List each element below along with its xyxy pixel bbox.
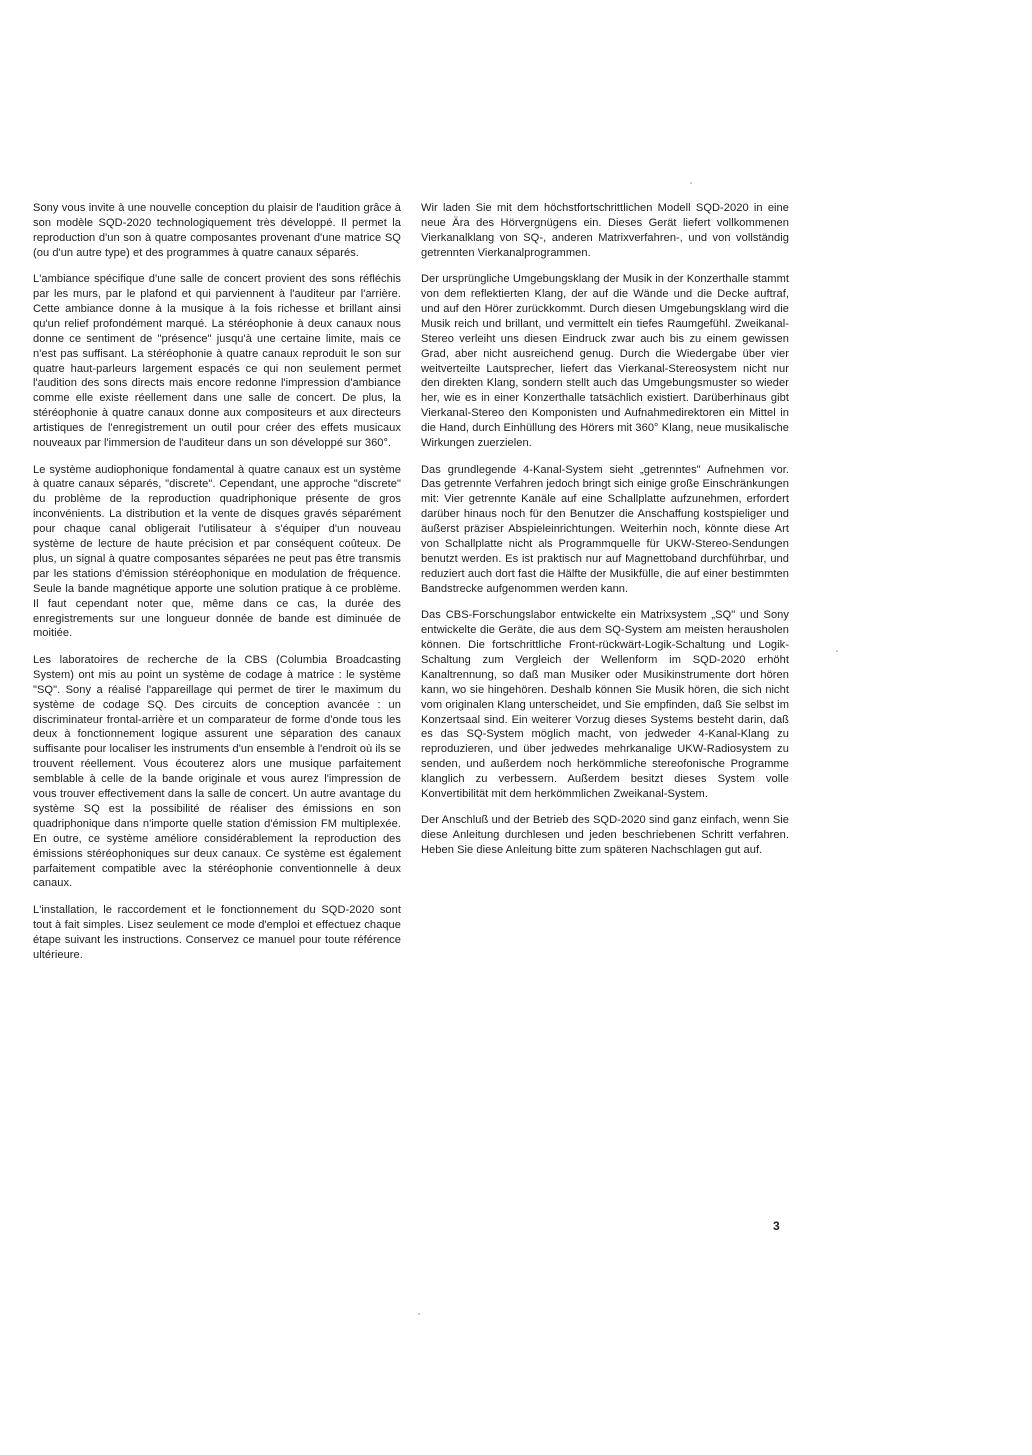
german-column bbox=[421, 201, 789, 870]
scan-speck bbox=[690, 182, 692, 184]
page-number: 3 bbox=[773, 1219, 780, 1233]
french-paragraph-intro: Sony vous invite à une nouvelle conception du plaisir de l'audition grâce à son modèle SQD-2020 technologiquement très développé. Il permet la reproduction d'un son à quatre composantes provenant d'une matrice SQ (ou d'un autre type) et des programmes à quatre canaux séparés. bbox=[33, 202, 401, 259]
german-paragraph-sq-system: Das CBS-Forschungslabor entwickelte ein Matrixsystem „SQ" und Sony entwickelte die Geräte, die aus dem SQ-System am meisten herausholen können. Die fortschrittliche Front-rückwärt-Logik-Schaltung und Logik-Schaltung zum Vergleich der Wellenform im SQD-2020 erhöht Kanaltrennung, so daß man Musiker oder Musikinstrumente dort hören kann, wo sie hingehören. Deshalb können Sie Musik hören, die sich nicht vom originalen Klang unterscheidet, und Sie empfinden, daß Sie selbst im Konzertsaal sind. Ein weiterer Vorzug dieses Systems besteht darin, daß es das SQ-System möglich macht, von jedweder 4-Kanal-Klang zu reproduzieren, und über jedwedes mehrkanalige UKW-Radiosystem zu senden, und außerdem noch herkömmliche stereofonische Programme klanglich zu verbessern. Außerdem besitzt dieses System volle Konvertibilität mit dem herkömmlichen Zweikanal-System. bbox=[421, 609, 789, 801]
scan-speck bbox=[836, 650, 838, 652]
french-paragraph-sq-system: Les laboratoires de recherche de la CBS (Columbia Broadcasting System) ont mis au point un système de codage à matrice : le système "SQ". Sony a réalisé l'appareillage qui permet de tirer le maximum du système de codage SQ. Des circuits de conception avancée : un discriminateur frontal-arrière et un comparateur de forme d'onde tous les deux à fonctionnement logique assurent une séparation des canaux suffisante pour localiser les instruments d'un ensemble à l'endroit où ils se trouvent réellement. Vous écouterez alors une musique parfaitement semblable à celle de la bande originale et vous aurez l'impression de vous trouver effectivement dans la salle de concert. Un autre avantage du système SQ est la possibilité de réaliser des émissions en son quadriphonique dans n'importe quelle station d'émission FM multiplexée. En outre, ce système améliore considérablement la reproduction des émissions stéréophoniques sur deux canaux. Ce système est également parfaitement compatible avec la stéréophonie conventionnelle à deux canaux. bbox=[33, 653, 401, 890]
german-paragraph-intro: Wir laden Sie mit dem höchstfortschrittlichen Modell SQD-2020 in eine neue Ära des Hörvergnügens ein. Dieses Gerät liefert vollkommenen Vierkanalklang von SQ-, anderen Matrixverfahren-, und von vollständig getrennten Vierkanalprogrammen. bbox=[421, 202, 789, 259]
german-paragraph-installation: Der Anschluß und der Betrieb des SQD-2020 sind ganz einfach, wenn Sie diese Anleitung durchlesen und jeden beschriebenen Schritt verfahren. Heben Sie diese Anleitung bitte zum späteren Nachschlagen gut auf. bbox=[421, 814, 789, 857]
scan-speck bbox=[418, 1313, 420, 1315]
french-paragraph-installation: L'installation, le raccordement et le fonctionnement du SQD-2020 sont tout à fait simples. Lisez seulement ce mode d'emploi et effectuez chaque étape suivant les instructions. Conservez ce manuel pour toute référence ultérieure. bbox=[33, 903, 401, 961]
french-column bbox=[33, 201, 401, 974]
french-paragraph-discrete: Le système audiophonique fondamental à quatre canaux est un système à quatre canaux séparés, "discrete". Cependant, une approche "discrete" du problème de la reproduction quadriphonique présente de gros inconvénients. La distribution et la vente de disques gravés séparément pour chaque canal obligerait l'utilisateur à s'équiper d'un nouveau système de lecture de haute précision et par conséquent coûteux. De plus, un signal à quatre composantes séparées ne peut pas être transmis par les stations d'émission stéréophonique en modulation de fréquence. Seule la bande magnétique apporte une solution pratique à ce problème. Il faut cependant noter que, même dans ce cas, la durée des enregistrements sur une longueur donnée de bande est diminuée de moitiée. bbox=[33, 463, 401, 640]
german-paragraph-discrete: Das grundlegende 4-Kanal-System sieht „getrenntes" Aufnehmen vor. Das getrennte Verfahren jedoch bringt sich einige große Einschränkungen mit: Vier getrennte Kanäle auf eine Schallplatte aufzunehmen, erfordert darüber hinaus noch für den Benutzer die Anschaffung kostspieliger und äußerst präziser Abspieleinrichtungen. Weiterhin noch, könnte diese Art von Schallplatte nicht als Programmquelle für UKW-Stereo-Sendungen benutzt werden. Es ist praktisch nur auf Magnettoband durchführbar, und reduziert auch dort fast die Hälfte der Musikfülle, die auf einer bestimmten Bandstrecke aufgenommen werden kann. bbox=[421, 463, 789, 595]
french-paragraph-ambiance: L'ambiance spécifique d'une salle de concert provient des sons réfléchis par les murs, par le plafond et qui parviennent à l'auditeur par l'arrière. Cette ambiance donne à la musique à la fois richesse et brillant ainsi qu'un relief profondément marqué. La stéréophonie à deux canaux nous donne ce sentiment de "présence" jusqu'à une certaine limite, mais ce n'est pas suffisant. La stéréophonie à quatre canaux reproduit le son sur quatre haut-parleurs largement espacés ce qui non seulement permet l'audition des sons directs mais encore redonne l'impression d'ambiance comme elle existe réellement dans une salle de concert. De plus, la stéréophonie à quatre canaux donne aux compositeurs et aux directeurs artistiques de l'enregistrement un outil pour créer des effets musicaux nouveaux par l'immersion de l'auditeur dans un son développé sur 360°. bbox=[33, 273, 401, 450]
german-paragraph-ambiance: Der ursprüngliche Umgebungsklang der Musik in der Konzerthalle stammt von dem reflektierten Klang, der auf die Wände und die Decke auftraf, und auf den Hörer zurückkommt. Durch diesen Umgebungsklang wird die Musik reich und brillant, und vermittelt ein tiefes Raumgefühl. Zweikanal-Stereo verleiht uns diesen Eindruck zwar auch bis zu einem gewissen Grad, aber nicht ausreichend genug. Durch die Wiedergabe über vier weitverteilte Lautsprecher, liefert das Vierkanal-Stereosystem nicht nur den direkten Klang, sondern stellt auch das Umgebungsmuster so wieder her, wie es in einer Konzerthalle tatsächlich existiert. Darüberhinaus gibt Vierkanal-Stereo den Komponisten und Aufnahmedirektoren ein Mittel in die Hand, durch Einhüllung des Hörers mit 360° Klang, neue musikalische Wirkungen zuerzielen. bbox=[421, 273, 789, 450]
